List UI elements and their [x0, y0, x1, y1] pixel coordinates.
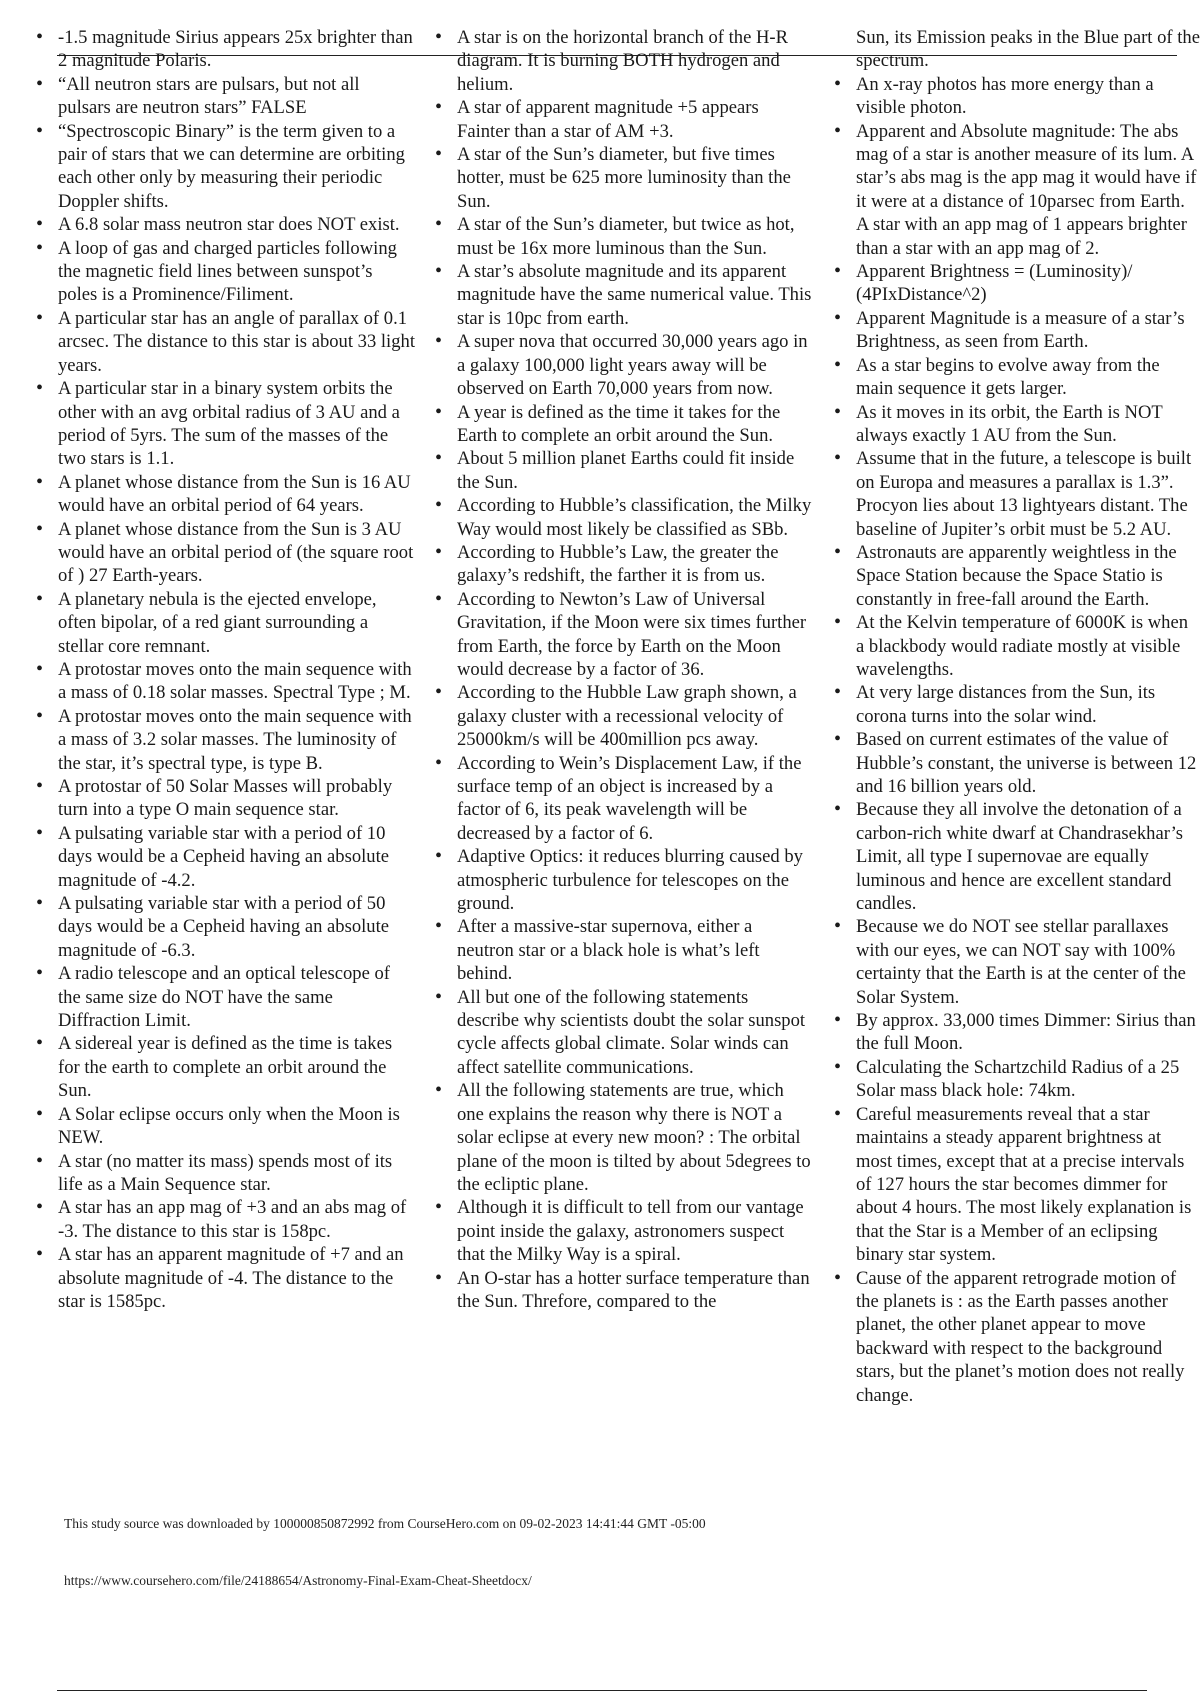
bullet-item: • Adaptive Optics: it reduces blurring caused by atmospheric turbulence for telescopes on the ground.: [435, 845, 813, 915]
bullet-item: • Astronauts are apparently weightless in the Space Station because the Space Statio is constantly in free-fall around the Earth.: [834, 541, 1200, 611]
bullet-item: • A year is defined as the time it takes for the Earth to complete an orbit around the Sun.: [435, 401, 813, 448]
bullet-item: • According to Hubble’s Law, the greater the galaxy’s redshift, the farther it is from us.: [435, 541, 813, 588]
column-1: [36, 26, 416, 1313]
bullet-item: • A protostar moves onto the main sequence with a mass of 0.18 solar masses. Spectral Type ; M.: [36, 658, 416, 705]
bullet-item: • A loop of gas and charged particles following the magnetic field lines between sunspot’s poles is a Prominence/Filiment.: [36, 237, 416, 307]
bullet-item: • Based on current estimates of the value of Hubble’s constant, the universe is between 12 and 16 billion years old.: [834, 728, 1200, 798]
bullet-item: • A protostar moves onto the main sequence with a mass of 3.2 solar masses. The luminosity of the star, it’s spectral type, is type B.: [36, 705, 416, 775]
bullet-item: • As a star begins to evolve away from the main sequence it gets larger.: [834, 354, 1200, 401]
bullet-item: • Apparent Magnitude is a measure of a star’s Brightness, as seen from Earth.: [834, 307, 1200, 354]
bullet-item: • Assume that in the future, a telescope is built on Europa and measures a parallax is 1.3”. Procyon lies about 13 lightyears distant. The baseline of Jupiter’s orbit must be 5.2 AU.: [834, 447, 1200, 541]
bullet-item: • A planet whose distance from the Sun is 3 AU would have an orbital period of (the square root of ) 27 Earth-years.: [36, 518, 416, 588]
source-url[interactable]: https://www.coursehero.com/file/24188654/Astronomy-Final-Exam-Cheat-Sheetdocx/: [64, 1573, 532, 1588]
bullet-item: • -1.5 magnitude Sirius appears 25x brighter than 2 magnitude Polaris.: [36, 26, 416, 73]
bullet-item: • A radio telescope and an optical telescope of the same size do NOT have the same Diffraction Limit.: [36, 962, 416, 1032]
download-notice: This study source was downloaded by 100000850872992 from CourseHero.com on 09-02-2023 14:41:44 GMT -05:00: [64, 1516, 706, 1531]
bullet-item: • By approx. 33,000 times Dimmer: Sirius than the full Moon.: [834, 1009, 1200, 1056]
bullet-item: • A star’s absolute magnitude and its apparent magnitude have the same numerical value. This star is 10pc from earth.: [435, 260, 813, 330]
bullet-item: • All but one of the following statements describe why scientists doubt the solar sunspot cycle affects global climate. Solar winds can affect satellite communications.: [435, 986, 813, 1080]
column-2: [435, 26, 813, 1313]
bullet-item: • A protostar of 50 Solar Masses will probably turn into a type O main sequence star.: [36, 775, 416, 822]
bullet-item: • “Spectroscopic Binary” is the term given to a pair of stars that we can determine are orbiting each other only by measuring their periodic Doppler shifts.: [36, 120, 416, 214]
bullet-item: • As it moves in its orbit, the Earth is NOT always exactly 1 AU from the Sun.: [834, 401, 1200, 448]
bullet-item: • A star of apparent magnitude +5 appears Fainter than a star of AM +3.: [435, 96, 813, 143]
bullet-item: • A planetary nebula is the ejected envelope, often bipolar, of a red giant surrounding a stellar core remnant.: [36, 588, 416, 658]
column-3: [834, 26, 1200, 1407]
bullet-item: • Although it is difficult to tell from our vantage point inside the galaxy, astronomers suspect that the Milky Way is a spiral.: [435, 1196, 813, 1266]
bullet-item: • A sidereal year is defined as the time is takes for the earth to complete an orbit around the Sun.: [36, 1032, 416, 1102]
bullet-item: • A star has an apparent magnitude of +7 and an absolute magnitude of -4. The distance to the star is 1585pc.: [36, 1243, 416, 1313]
bullet-item: • After a massive-star supernova, either a neutron star or a black hole is what’s left behind.: [435, 915, 813, 985]
bullet-item: • An x-ray photos has more energy than a visible photon.: [834, 73, 1200, 120]
bullet-item: • According to Hubble’s classification, the Milky Way would most likely be classified as SBb.: [435, 494, 813, 541]
bullet-item: • A planet whose distance from the Sun is 16 AU would have an orbital period of 64 years.: [36, 471, 416, 518]
bullet-item: • All the following statements are true, which one explains the reason why there is NOT a solar eclipse at every new moon? : The orbital plane of the moon is tilted by about 5degrees to the ecliptic plane.: [435, 1079, 813, 1196]
bullet-item: • Apparent and Absolute magnitude: The abs mag of a star is another measure of its lum. A star’s abs mag is the app mag it would have if it were at a distance of 10parsec from Earth. A star with an app mag of 1 appears brighter than a star with an app mag of 2.: [834, 120, 1200, 260]
bullet-list-2: [435, 26, 813, 1313]
bullet-item: • A star has an app mag of +3 and an abs mag of -3. The distance to this star is 158pc.: [36, 1196, 416, 1243]
bullet-item: • A 6.8 solar mass neutron star does NOT exist.: [36, 213, 416, 236]
bullet-item: • Apparent Brightness = (Luminosity)/ (4PIxDistance^2): [834, 260, 1200, 307]
bullet-item: • A star of the Sun’s diameter, but twice as hot, must be 16x more luminous than the Sun.: [435, 213, 813, 260]
bullet-item: • Because we do NOT see stellar parallaxes with our eyes, we can NOT say with 100% certainty that the Earth is at the center of the Solar System.: [834, 915, 1200, 1009]
bullet-list-3: [834, 73, 1200, 1407]
bullet-list-1: [36, 26, 416, 1313]
bullet-item: • A star (no matter its mass) spends most of its life as a Main Sequence star.: [36, 1150, 416, 1197]
bullet-item: • A particular star in a binary system orbits the other with an avg orbital radius of 3 AU and a period of 5yrs. The sum of the masses of the two stars is 1.1.: [36, 377, 416, 471]
bottom-rule: [57, 1690, 1147, 1691]
bullet-item: • According to the Hubble Law graph shown, a galaxy cluster with a recessional velocity of 25000km/s will be 400million pcs away.: [435, 681, 813, 751]
bullet-item: • “All neutron stars are pulsars, but not all pulsars are neutron stars” FALSE: [36, 73, 416, 120]
bullet-item: • Cause of the apparent retrograde motion of the planets is : as the Earth passes another planet, the other planet appear to move backward with respect to the background stars, but the planet’s motion does not really change.: [834, 1267, 1200, 1407]
bullet-item: • A pulsating variable star with a period of 10 days would be a Cepheid having an absolute magnitude of -4.2.: [36, 822, 416, 892]
bullet-item: • Careful measurements reveal that a star maintains a steady apparent brightness at most times, except that at a precise intervals of 127 hours the star becomes dimmer for about 4 hours. The most likely explanation is that the Star is a Member of an eclipsing binary star system.: [834, 1103, 1200, 1267]
bullet-item: • A star is on the horizontal branch of the H-R diagram. It is burning BOTH hydrogen and helium.: [435, 26, 813, 96]
bullet-item: • Calculating the Schartzchild Radius of a 25 Solar mass black hole: 74km.: [834, 1056, 1200, 1103]
bullet-item: • A Solar eclipse occurs only when the Moon is NEW.: [36, 1103, 416, 1150]
bullet-item: • At very large distances from the Sun, its corona turns into the solar wind.: [834, 681, 1200, 728]
bullet-item: • A pulsating variable star with a period of 50 days would be a Cepheid having an absolute magnitude of -6.3.: [36, 892, 416, 962]
bullet-item: • At the Kelvin temperature of 6000K is when a blackbody would radiate mostly at visible wavelengths.: [834, 611, 1200, 681]
continued-text: Sun, its Emission peaks in the Blue part of the spectrum.: [856, 27, 1200, 72]
bullet-item: • A super nova that occurred 30,000 years ago in a galaxy 100,000 light years away will be observed on Earth 70,000 years from now.: [435, 330, 813, 400]
bullet-item: • About 5 million planet Earths could fit inside the Sun.: [435, 447, 813, 494]
bullet-item: • Because they all involve the detonation of a carbon-rich white dwarf at Chandrasekhar’s Limit, all type I supernovae are equally luminous and hence are excellent standard candles.: [834, 798, 1200, 915]
bullet-item: • A star of the Sun’s diameter, but five times hotter, must be 625 more luminosity than the Sun.: [435, 143, 813, 213]
bullet-item: • According to Newton’s Law of Universal Gravitation, if the Moon were six times further from Earth, the force by Earth on the Moon would decrease by a factor of 36.: [435, 588, 813, 682]
bullet-item: • According to Wein’s Displacement Law, if the surface temp of an object is increased by a factor of 6, its peak wavelength will be decreased by a factor of 6.: [435, 752, 813, 846]
bullet-item: • A particular star has an angle of parallax of 0.1 arcsec. The distance to this star is about 33 light years.: [36, 307, 416, 377]
bullet-item: • An O-star has a hotter surface temperature than the Sun. Threfore, compared to the: [435, 1267, 813, 1314]
